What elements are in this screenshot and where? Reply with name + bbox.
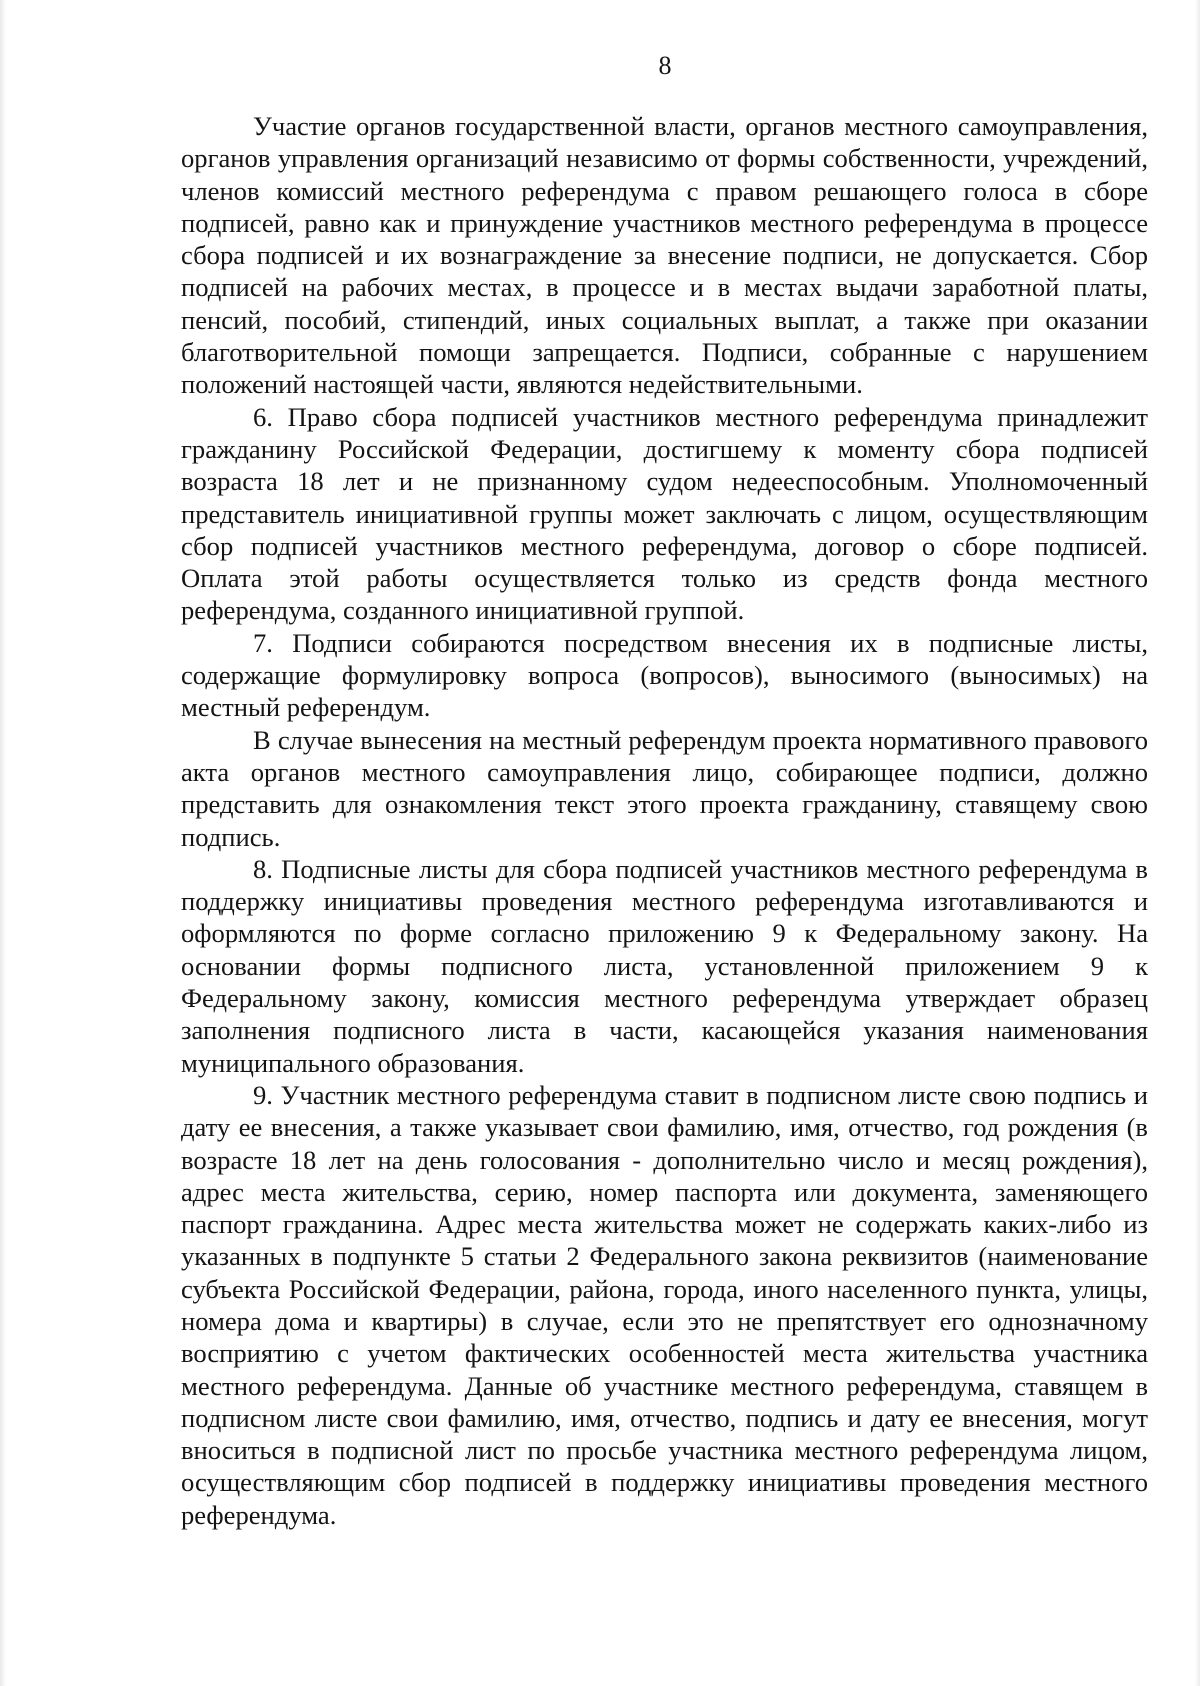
paragraph-6-right-to-collect: 6. Право сбора подписей участников местного референдума принадлежит гражданину Российской Федерации, достигшему к моменту сбора подписей возраста 18 лет и не признанному судом недееспособным. Уполномоченный представитель инициативной группы может заключать с лицом, осуществляющим сбор подписей участников местного референдума, договор о сборе подписей. Оплата этой работы осуществляется только из средств фонда местного референдума, созданного инициативной группой. xyxy=(181,401,1148,626)
scan-edge-left xyxy=(0,0,6,1686)
paragraph-9-participant-data: 9. Участник местного референдума ставит в подписном листе свою подпись и дату ее внесения, а также указывает свои фамилию, имя, отчество, год рождения (в возрасте 18 лет на день голосования - дополнительно число и месяц рождения), адрес места жительства, серию, номер паспорта или документа, заменяющего паспорт гражданина. Адрес места жительства может не содержать каких-либо из указанных в подпункте 5 статьи 2 Федерального закона реквизитов (наименование субъекта Российской Федерации, района, города, иного населенного пункта, улицы, номера дома и квартиры) в случае, если это не препятствует его однозначному восприятию с учетом фактических особенностей места жительства участника местного референдума. Данные об участнике местного референдума, ставящем в подписном листе свои фамилию, имя, отчество, подпись и дату ее внесения, могут вноситься в подписной лист по просьбе участника местного референдума лицом, осуществляющим сбор подписей в поддержку инициативы проведения местного референдума. xyxy=(181,1079,1148,1530)
paragraph-signature-participation: Участие органов государственной власти, органов местного самоуправления, органов управления организаций независимо от формы собственности, учреждений, членов комиссий местного референдума с правом решающего голоса в сборе подписей, равно как и принуждение участников местного референдума в процессе сбора подписей и их вознаграждение за внесение подписи, не допускается. Сбор подписей на рабочих местах, в процессе и в местах выдачи заработной платы, пенсий, пособий, стипендий, иных социальных выплат, а также при оказании благотворительной помощи запрещается. Подписи, собранные с нарушением положений настоящей части, являются недействительными. xyxy=(181,111,1148,400)
paragraph-draft-act-review: В случае вынесения на местный референдум проекта нормативного правового акта органов местного самоуправления лицо, собирающее подписи, должно представить для ознакомления текст этого проекта гражданину, ставящему свою подпись. xyxy=(181,724,1148,852)
document-body xyxy=(181,110,1148,1531)
scan-edge-right xyxy=(1195,0,1200,1686)
paragraph-7-signature-sheets: 7. Подписи собираются посредством внесения их в подписные листы, содержащие формулировку вопроса (вопросов), выносимого (выносимых) на местный референдум. xyxy=(181,627,1148,723)
page-number: 8 xyxy=(658,51,672,80)
paragraph-8-sheet-form: 8. Подписные листы для сбора подписей участников местного референдума в поддержку инициативы проведения местного референдума изготавливаются и оформляются по форме согласно приложению 9 к Федеральному закону. На основании формы подписного листа, установленной приложением 9 к Федеральному закону, комиссия местного референдума утверждает образец заполнения подписного листа в части, касающейся указания наименования муниципального образования. xyxy=(181,853,1148,1078)
